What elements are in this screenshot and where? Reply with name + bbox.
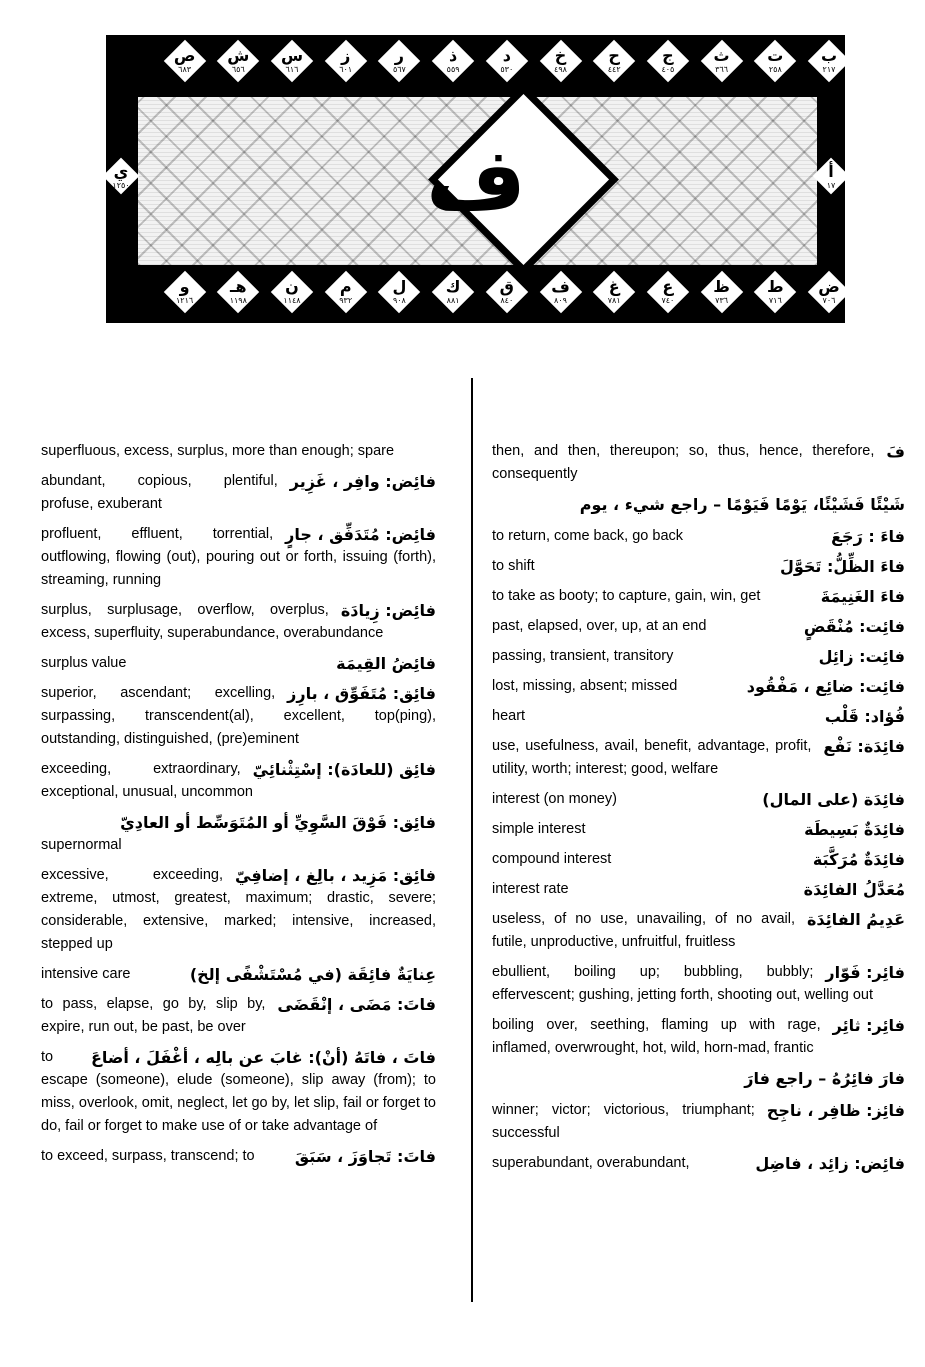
arabic-headword: فائِر: فَوّار — [825, 963, 905, 982]
arabic-headword: فائِق (للعادَة): إسْتِثْنائِيّ — [252, 760, 436, 779]
letter-banner — [106, 35, 845, 323]
tile-page-number: ٦١٦ — [285, 65, 299, 74]
arabic-headword: فائِض: زِيادَة — [340, 601, 436, 620]
english-definition: abundant, copious, plentiful, profuse, exuberant — [41, 473, 278, 512]
dictionary-entry — [492, 493, 905, 518]
english-definition: winner; victor; victorious, triumphant; successful — [492, 1102, 755, 1141]
tile-letter: ل — [392, 277, 407, 296]
letter-tile — [812, 42, 846, 84]
right-column — [492, 440, 905, 1182]
letter-tile — [382, 42, 416, 84]
tile-page-number: ٤٠٥ — [661, 65, 675, 74]
arabic-headword: فائِق: مُتَفَوِّق ، بارِز — [287, 684, 436, 703]
tile-letter: ض — [818, 277, 840, 296]
tile-letter: ز — [341, 46, 351, 65]
column-divider — [471, 378, 473, 1302]
letter-tile — [329, 273, 363, 315]
arabic-headword: فائِضُ القِيمَة — [336, 654, 436, 673]
dictionary-entry — [41, 523, 436, 592]
arabic-headword: فائِدَةٌ مُرَكَّبَة — [812, 850, 905, 869]
english-definition: past, elapsed, over, up, at an end — [492, 618, 707, 634]
dictionary-entry — [492, 878, 905, 901]
english-definition: compound interest — [492, 851, 612, 867]
arabic-headword: فاتَ: مَضَى ، إنْقَضَى — [277, 995, 436, 1014]
letter-tile — [651, 273, 685, 315]
english-definition: to escape (someone), elude (someone), slip away (from); to miss, overlook, omit, neglect, let go by, let slip, fail or forget to do, fail or forget to make use of or take advantage of — [41, 1049, 436, 1134]
arabic-headword: فاءَ الغَنِيمَةَ — [820, 587, 905, 606]
english-definition: surplus, surplusage, overflow, overplus, excess, superfluity, superabundance, overabundance — [41, 602, 384, 641]
tile-letter: خ — [554, 46, 567, 65]
letter-tile — [168, 42, 202, 84]
tile-letter: م — [339, 277, 352, 296]
english-definition: to take as booty; to capture, gain, win, get — [492, 588, 761, 604]
tile-letter: س — [280, 46, 304, 65]
tile-page-number: ٧١٦ — [768, 296, 782, 305]
letter-tile — [705, 273, 739, 315]
tile-page-number: ٦٠١ — [339, 65, 353, 74]
tile-letter: هـ — [230, 277, 247, 296]
english-definition: superior, ascendant; excelling, surpassing, transcendent(al), excellent, top(ping), outstanding, distinguished, (pre)eminent — [41, 685, 436, 747]
letter-tile — [544, 42, 578, 84]
dictionary-entry — [492, 818, 905, 841]
tile-page-number: ١٧ — [826, 181, 836, 190]
letter-tile — [758, 273, 792, 315]
english-definition: to shift — [492, 558, 535, 574]
arabic-headword: مُعَدَّلُ الفائِدَة — [803, 880, 905, 899]
tile-letter: ج — [662, 46, 674, 65]
dictionary-entry — [41, 811, 436, 857]
tile-letter: ي — [113, 162, 129, 181]
english-definition: surplus value — [41, 655, 127, 671]
letter-tile — [597, 42, 631, 84]
english-definition: excessive, exceeding, extreme, utmost, greatest, maximum; drastic, severe; considerable, extensive, marked; intensive, increased, stepped up — [41, 867, 436, 952]
tile-page-number: ٢٥٨ — [768, 65, 782, 74]
tile-page-number: ١١٤٨ — [283, 296, 301, 305]
letter-tile — [651, 42, 685, 84]
dictionary-entry — [492, 645, 905, 668]
tile-page-number: ٩٠٨ — [392, 296, 406, 305]
dictionary-entry — [492, 735, 905, 781]
english-definition: to return, come back, go back — [492, 528, 684, 544]
arabic-headword: فَ — [886, 442, 905, 461]
tile-letter: ط — [766, 277, 784, 296]
tile-letter: ر — [394, 46, 404, 65]
tile-page-number: ٥٣٠ — [500, 65, 514, 74]
arabic-headword: فائِر: ثائِر — [832, 1016, 905, 1035]
arabic-headword: فائِت: مُنْقَضٍ — [803, 617, 905, 636]
tile-page-number: ٥٦٧ — [392, 65, 406, 74]
dictionary-entry — [41, 682, 436, 751]
dictionary-entry — [492, 440, 905, 486]
english-definition: simple interest — [492, 821, 586, 837]
english-definition: heart — [492, 708, 526, 724]
dictionary-entry — [41, 470, 436, 516]
dictionary-entry — [492, 908, 905, 954]
english-definition: to pass, elapse, go by, slip by, expire, run out, be past, be over — [41, 996, 266, 1035]
tile-page-number: ٤٩٨ — [554, 65, 567, 74]
arabic-headword: فاءَ : رَجَعَ — [831, 527, 905, 546]
tile-page-number: ٧٤٠ — [661, 296, 675, 305]
arabic-headword: فائِض: زائِد ، فاضِل — [755, 1154, 905, 1173]
tile-letter: ك — [445, 277, 461, 296]
arabic-headword: فائِت: زائِل — [818, 647, 905, 666]
tile-letter: ذ — [448, 46, 458, 65]
tile-letter: ت — [767, 46, 784, 65]
letter-tile — [812, 273, 846, 315]
letter-tile — [168, 273, 202, 315]
tile-page-number: ٦٥٦ — [231, 65, 245, 74]
tile-letter: أ — [828, 162, 834, 181]
arabic-headword: فائِدَةٌ بَسِيطَة — [804, 820, 905, 839]
left-side-tile — [107, 153, 135, 203]
tile-page-number: ٧٣٦ — [715, 296, 729, 305]
dictionary-entry — [492, 961, 905, 1007]
dictionary-entry — [492, 675, 905, 698]
arabic-headword: فائِز: ظافِر ، ناجِح — [766, 1101, 905, 1120]
dictionary-entry — [492, 585, 905, 608]
letter-tile — [436, 273, 470, 315]
english-definition: passing, transient, transitory — [492, 648, 674, 664]
letter-tile — [221, 42, 255, 84]
english-definition: superfluous, excess, surplus, more than enough; spare — [41, 443, 395, 459]
english-definition: use, usefulness, avail, benefit, advantage, profit, utility, worth; interest; good, welfare — [492, 738, 812, 777]
dictionary-entry — [492, 555, 905, 578]
english-definition: supernormal — [41, 837, 122, 853]
tile-page-number: ٩٣٢ — [339, 296, 353, 305]
letter-tile — [758, 42, 792, 84]
tile-letter: ش — [227, 46, 250, 65]
arabic-headword: فائِق: مَزِيد ، بالِغ ، إضافِيّ — [235, 866, 436, 885]
arabic-headword: فائِت: ضائِع ، مَفْقُود — [746, 677, 905, 696]
tile-page-number: ٨٠٩ — [554, 296, 567, 305]
english-definition: intensive care — [41, 966, 131, 982]
tile-letter: ب — [820, 46, 838, 65]
dictionary-entry — [492, 615, 905, 638]
letter-tile — [705, 42, 739, 84]
english-definition: useless, of no use, unavailing, of no avail, futile, unproductive, unfruitful, fruitless — [492, 911, 795, 950]
left-column — [41, 440, 436, 1175]
dictionary-entry — [41, 1145, 436, 1168]
arabic-headword: فُؤاد: قَلْب — [824, 707, 905, 726]
dictionary-entry — [492, 1067, 905, 1092]
tile-letter: ص — [173, 46, 196, 65]
dictionary-entry — [492, 1152, 905, 1175]
letter-tile — [382, 273, 416, 315]
arabic-headword: فائِدَة: نَفْع — [823, 737, 905, 756]
tile-page-number: ٦٨٣ — [178, 65, 192, 74]
tile-letter: ع — [662, 277, 674, 296]
tile-letter: ق — [499, 277, 514, 296]
arabic-headword: فارَ فائِرُهُ – راجع فارَ — [744, 1069, 905, 1088]
dictionary-entry — [41, 758, 436, 804]
tile-letter: ح — [608, 46, 620, 65]
letter-tile — [329, 42, 363, 84]
letter-tile — [490, 273, 524, 315]
english-definition: exceeding, extraordinary, exceptional, unusual, uncommon — [41, 761, 253, 800]
dictionary-entry — [492, 525, 905, 548]
letter-tile — [597, 273, 631, 315]
tile-page-number: ٣٦٦ — [715, 65, 729, 74]
tile-letter: غ — [608, 277, 620, 296]
tile-page-number: ٥٥٩ — [446, 65, 460, 74]
dictionary-entry — [492, 705, 905, 728]
arabic-headword: عَدِيمُ الفائِدَة — [806, 910, 905, 929]
tile-letter: و — [179, 277, 190, 296]
dictionary-entry — [41, 440, 436, 463]
english-definition: boiling over, seething, flaming up with rage, inflamed, overwrought, hot, wild, horn-mad, frantic — [492, 1017, 821, 1056]
center-letter: ف — [426, 130, 526, 230]
dictionary-entry — [41, 963, 436, 986]
tile-letter: ن — [285, 277, 299, 296]
dictionary-entry — [41, 864, 436, 956]
arabic-headword: عِنايَةٌ فائِقَة (في مُسْتَشْفًى إلخ) — [189, 965, 436, 984]
tile-letter: ظ — [713, 277, 730, 296]
arabic-headword: فاءَ الظِّلُّ: تَحَوَّلَ — [779, 557, 905, 576]
english-definition: lost, missing, absent; missed — [492, 678, 678, 694]
arabic-headword: فاتَ: تَجاوَزَ ، سَبَقَ — [294, 1147, 436, 1166]
letter-tile — [221, 273, 255, 315]
dictionary-entry — [492, 1014, 905, 1060]
english-definition: ebullient, boiling up; bubbling, bubbly; effervescent; gushing, jetting forth, shooting out, welling out — [492, 964, 874, 1003]
letter-tile — [436, 42, 470, 84]
tile-page-number: ١٢٥٠ — [112, 181, 130, 190]
dictionary-entry — [492, 848, 905, 871]
dictionary-entry — [41, 1046, 436, 1138]
letter-tile — [490, 42, 524, 84]
dictionary-entry — [41, 599, 436, 645]
tile-page-number: ٤٤٢ — [607, 65, 621, 74]
tile-page-number: ٧٨١ — [607, 296, 621, 305]
english-definition: profluent, effluent, torrential, outflowing, flowing (out), pouring out or forth, issuing (forth), streaming, running — [41, 526, 436, 588]
tile-page-number: ١٢١٦ — [176, 296, 194, 305]
dictionary-entry — [492, 1099, 905, 1145]
dictionary-entry — [41, 993, 436, 1039]
tile-letter: د — [502, 46, 511, 65]
english-definition: superabundant, overabundant, — [492, 1155, 690, 1171]
tile-letter: ف — [551, 277, 570, 296]
english-definition: to exceed, surpass, transcend; to — [41, 1148, 255, 1164]
arabic-headword: شَيْئًا فَشَيْئًا، يَوْمًا فَيَوْمًا – راجع شيء ، يوم — [579, 495, 905, 514]
tile-page-number: ٧٠٦ — [822, 296, 836, 305]
arabic-headword: فاتَ ، فاتَهُ (أنْ): غابَ عن بالِه ، أغْفَلَ ، أضاعَ — [90, 1048, 436, 1067]
english-definition: interest rate — [492, 881, 569, 897]
dictionary-entry — [492, 788, 905, 811]
tile-page-number: ٨٤٠ — [500, 296, 514, 305]
english-definition: interest (on money) — [492, 791, 617, 807]
dictionary-entry — [41, 652, 436, 675]
tile-page-number: ٢١٧ — [822, 65, 836, 74]
letter-tile — [275, 273, 309, 315]
letter-tile — [275, 42, 309, 84]
arabic-headword: فائِض: وافِر ، غَزِير — [289, 472, 436, 491]
arabic-headword: فائِض: مُتَدَفِّق ، جارٍ — [285, 525, 436, 544]
arabic-headword: فائِق: فَوْقَ السَّوِيِّ أو المُتَوَسِّط أو العادِيّ — [120, 813, 436, 832]
arabic-headword: فائِدَة (على المال) — [762, 790, 905, 809]
tile-page-number: ٨٨١ — [446, 296, 460, 305]
tile-letter: ث — [713, 46, 730, 65]
letter-tile — [544, 273, 578, 315]
english-definition: then, and then, thereupon; so, thus, hence, therefore, consequently — [492, 443, 875, 482]
right-side-tile — [817, 153, 845, 203]
tile-page-number: ١١٩٨ — [229, 296, 247, 305]
